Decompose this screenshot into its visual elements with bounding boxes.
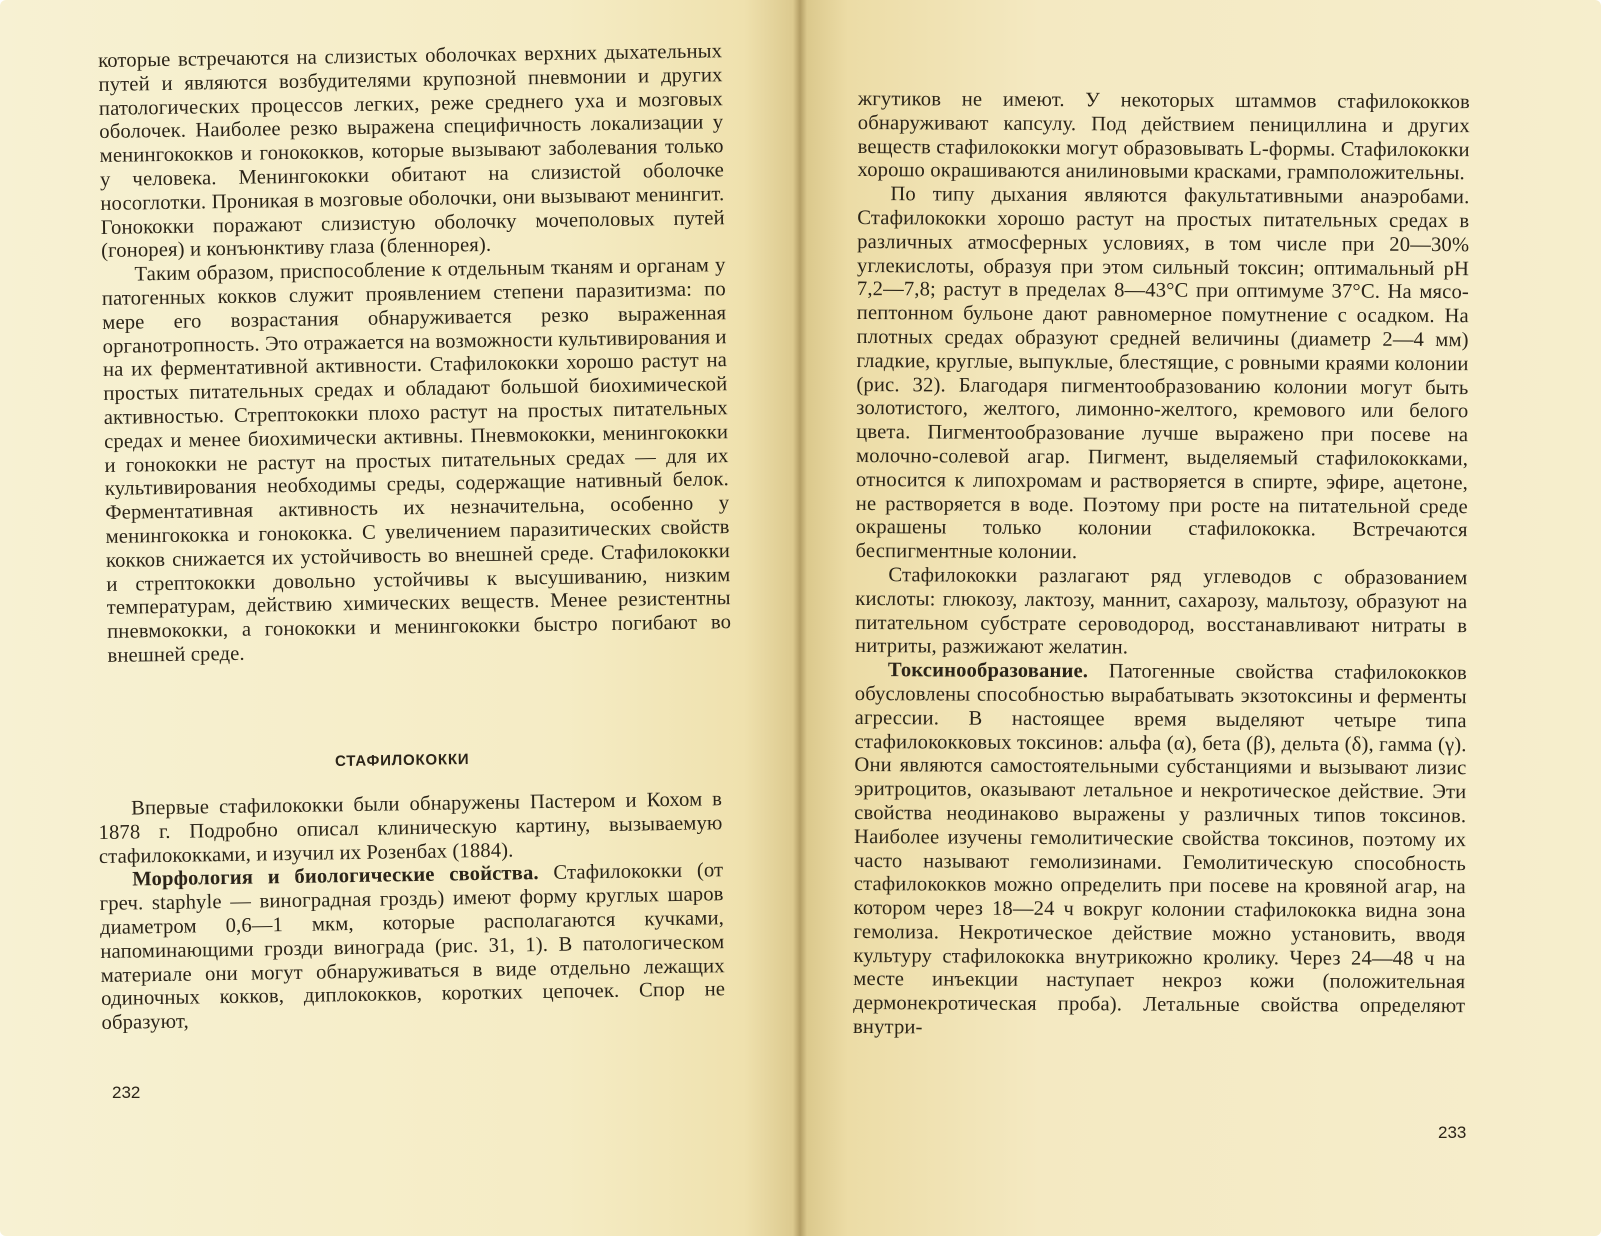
right-page: [800, 0, 1601, 1236]
left-page-text-top: [98, 40, 732, 668]
paragraph-text: Патогенные свойства стафилококков обусловлены способностью вырабатывать экзотоксины и ферменты агрессии. В настоящее время выделяют четыре типа стафилококковых токсинов: альфа (α), бета (β), дельта (δ), гамма (γ). Они являются самостоятельными субстанциями и вызывают лизис эритроцитов, оказывают летальное и некротическое действие. Эти свойства неодинаково выражены у различных типов токсинов. Наиболее изучены гемолитические свойства токсинов, поэтому их часто называют гемолизинами. Гемолитическую способность стафилококков можно определить при посеве на кровяной агар, на котором через 18—24 ч вокруг колонии стафилококка видна зона гемолиза. Некротическое действие можно установить, вводя культуру стафилококка внутрикожно кролику. Через 24—48 ч на месте инъекции наступает некроз кожи (положительная дермонекротическая проба). Летальные свойства определяют внутри-: [853, 660, 1468, 1039]
paragraph: жгутиков не имеют. У некоторых штаммов стафилококков обнаруживают капсулу. Под действием пенициллина и других веществ стафилококки могут образовывать L-формы. Стафилококки хорошо окрашиваются анилиновыми красками, грамположительны.: [857, 88, 1470, 185]
left-page-text-bottom: [98, 788, 726, 1036]
section-heading: СТАФИЛОКОККИ: [334, 750, 470, 771]
subsection-title: Токсинообразование.: [887, 659, 1089, 683]
book-gutter: [793, 0, 807, 1236]
paragraph: Таким образом, приспособление к отдельным тканям и органам у патогенных кокков служит проявлением степени паразитизма: по мере его возрастания обнаруживается резко выраженная органотропность. Это отражается на возможности культивирования и на их ферментативной активности. Стафилококки хорошо растут на простых питательных средах и обладают большой биохимической активностью. Стрептококки плохо растут на простых питательных средах и менее биохимически активны. Пневмококки, менингококки и гонококки не растут на простых питательных средах — для их культивирования необходимы среды, содержащие нативный белок. Ферментативная активность их незначительна, особенно у менингококка и гонококка. С увеличением паразитических свойств кокков снижается их устойчивость во внешней среде. Стафилококки и стрептококки довольно устойчивы к высушиванию, низким температурам, действию химических веществ. Менее резистентны пневмококки, а гонококки и менингококки быстро погибают во внешней среде.: [101, 254, 732, 667]
paragraph: [99, 860, 726, 1036]
subsection-title: Морфология и биологические свойства.: [132, 862, 539, 891]
page-number: 233: [1438, 1123, 1467, 1142]
paragraph: Стафилококки разлагают ряд углеводов с образованием кислоты: глюкозу, лактозу, маннит, сахарозу, мальтозу, образуют на питательном субстрате сероводород, восстанавливают нитраты в нитриты, разжижают желатин.: [855, 564, 1468, 659]
paragraph: [853, 659, 1467, 1043]
paragraph: Впервые стафилококки были обнаружены Пастером и Кохом в 1878 г. Подробно описал клиническую картину, вызываемую стафилококками, и изучил их Розенбах (1884).: [98, 788, 723, 868]
right-page-text: [853, 88, 1470, 1043]
page-number: 232: [112, 1083, 141, 1102]
paragraph-text: Стафилококки (от греч. staphyle — виноградная гроздь) имеют форму круглых шаров диаметром 0,6—1 мкм, которые располагаются кучками, напоминающими грозди винограда (рис. 31, 1). В патологическом материале они могут обнаруживаться в виде отдельно лежащих одиночных кокков, диплококков, коротких цепочек. Спор не образуют,: [99, 859, 726, 1035]
left-page: [0, 0, 800, 1236]
paragraph: По типу дыхания являются факультативными анаэробами. Стафилококки хорошо растут на простых питательных средах в различных атмосферных условиях, в том числе при 20—30% углекислоты, образуя при этом сильный токсин; оптимальный pH 7,2—7,8; растут в пределах 8—43°С при оптимуме 37°С. На мясо-пептонном бульоне дают равномерное помутнение с осадком. На плотных средах образуют средней величины (диаметр 2—4 мм) гладкие, круглые, выпуклые, блестящие, с ровными краями колонии (рис. 32). Благодаря пигментообразованию колонии могут быть золотистого, желтого, лимонно-желтого, кремового или белого цвета. Пигментообразование лучше выражено при посеве на молочно-солевой агар. Пигмент, выделяемый стафилококками, относится к липохромам и растворяется в спирте, эфире, ацетоне, не растворяется в воде. Поэтому при росте на питательной среде окрашены только колонии стафилококка. Встречаются беспигментные колонии.: [855, 183, 1470, 564]
paragraph: которые встречаются на слизистых оболочках верхних дыхательных путей и являются возбудителями крупозной пневмонии и других патологических процессов легких, реже среднего уха и мозговых оболочек. Наиболее резко выражена специфичность локализации у менингококков и гонококков, которые вызывают заболевания только у человека. Менингококки обитают на слизистой оболочке носоглотки. Проникая в мозговые оболочки, они вызывают менингит. Гонококки поражают слизистую оболочку мочеполовых путей (гонорея) и конъюнктиву глаза (бленнорея).: [98, 40, 725, 263]
